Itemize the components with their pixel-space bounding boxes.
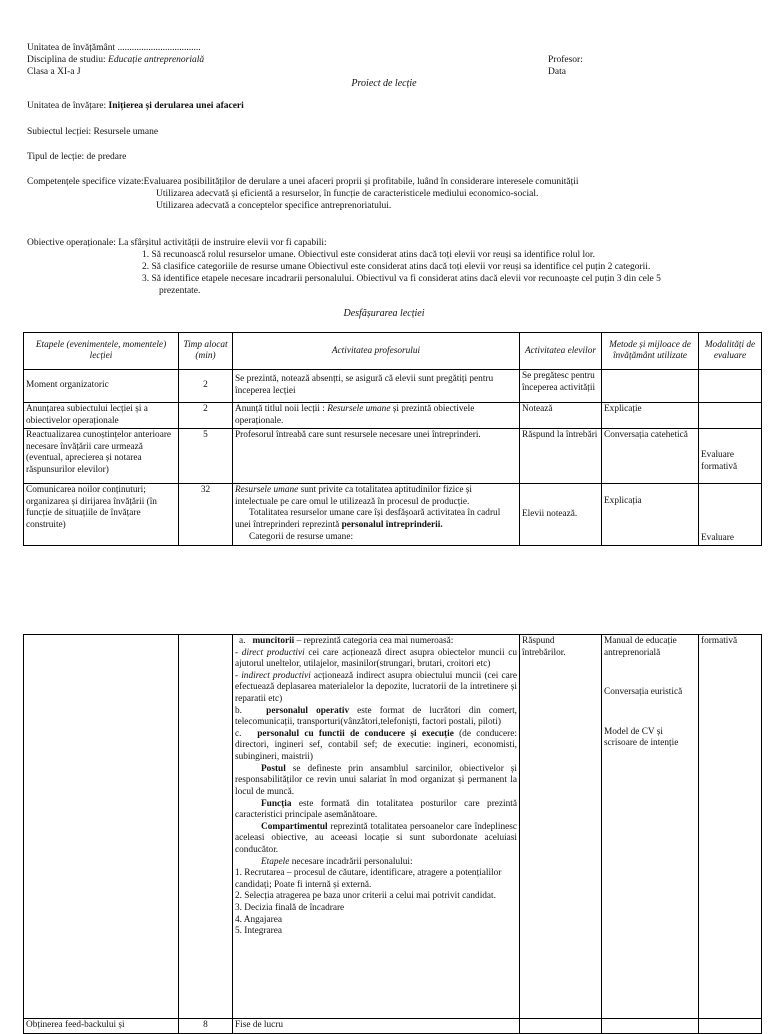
- cell-teacher: Resursele umane sunt privite ca totalitatea aptitudinilor fizice și intelectuale pe care omul le utilizează în procesul de producție. Totalitatea resurselor umane care își desfășoară activitatea în cadrul unei întreprinderi reprezintă personalul întreprinderii. Categorii de resurse umane:: [233, 484, 520, 546]
- cell-evaluation: [699, 1019, 762, 1034]
- cell-evaluation: formativă: [699, 635, 762, 1019]
- date-label: Data: [548, 67, 566, 77]
- lesson-table: [23, 332, 762, 546]
- list-item: 1. Recrutarea – procesul de căutare, identificare, atragere a potențialilor candidați; Poate fi internă și externă.: [235, 868, 502, 890]
- cell-methods: Explicația: [602, 484, 699, 546]
- cell-time: 2: [179, 370, 233, 403]
- cell-teacher: Profesorul întreabă care sunt resursele necesare unei întreprinderi.: [233, 429, 520, 484]
- cell-stage: Reactualizarea cunoștințelor anterioare necesare învățării care urmează (eventual, aprecierea și notarea răspunsurilor elevilor): [24, 429, 179, 484]
- cell-students: Răspund întrebărilor.: [520, 635, 602, 1019]
- cell-time: [179, 635, 233, 1019]
- cell-evaluation: [699, 403, 762, 429]
- cell-methods: Conversația catehetică: [602, 429, 699, 484]
- cell-time: 32: [179, 484, 233, 546]
- table-row: [24, 403, 762, 429]
- competences-line3: Utilizarea adecvată a conceptelor specifice antreprenoriatului.: [156, 201, 392, 211]
- lesson-type: Tipul de lecție: de predare: [27, 152, 127, 162]
- discipline: Disciplina de studiu: Educație antreprenorială: [27, 55, 205, 65]
- table-row: [24, 429, 762, 484]
- table-header-row: [24, 333, 762, 370]
- table-row: [24, 484, 762, 546]
- section-title: Desfășurarea lecției: [343, 308, 425, 319]
- cell-evaluation: Evaluare formativă: [699, 429, 762, 484]
- list-item: 3. Decizia finală de încadrare: [235, 903, 345, 914]
- cell-time: 8: [179, 1019, 233, 1034]
- competences-line2: Utilizarea adecvată și eficientă a resurselor, în funcție de caracteristicele mediului economico-social.: [156, 189, 539, 199]
- cell-students: Notează: [520, 403, 602, 429]
- table-row: [24, 635, 762, 1019]
- col-header-methods: Metode și mijloace de învățământ utilizate: [602, 333, 699, 370]
- class-label: Clasa a XI-a J: [27, 67, 81, 77]
- col-header-students: Activitatea elevilor: [520, 333, 602, 370]
- cell-evaluation: [699, 370, 762, 403]
- cell-stage: [24, 635, 179, 1019]
- list-item: 4. Angajarea: [235, 914, 282, 925]
- cell-students: Se pregătesc pentru începerea activității: [520, 370, 602, 403]
- objective-item: 2. Să clasifice categoriile de resurse umane Obiectivul este considerat atins dacă toți elevii vor reuși sa identifice cel puțin 2 categorii.: [142, 262, 651, 272]
- cell-evaluation: Evaluare: [699, 484, 762, 546]
- col-header-teacher: Activitatea profesorului: [233, 333, 520, 370]
- cell-stage: Moment organizatoric: [24, 370, 179, 403]
- cell-time: 2: [179, 403, 233, 429]
- cell-teacher: Fise de lucru: [233, 1019, 520, 1034]
- cell-methods: Explicație: [602, 403, 699, 429]
- list-item: 5. Integrarea: [235, 926, 282, 937]
- cell-stage: Obținerea feed-backului și: [24, 1019, 179, 1034]
- col-header-evaluation: Modalități de evaluare: [699, 333, 762, 370]
- col-header-time: Timp alocat (min): [179, 333, 233, 370]
- lesson-table-continued: [23, 634, 762, 1034]
- page-title: Proiect de lecție: [351, 78, 417, 89]
- cell-stage: Comunicarea noilor conținuturi; organizarea și dirijarea învățării (în funcție de situațiile de învățare construite): [24, 484, 179, 546]
- professor-label: Profesor:: [548, 55, 583, 65]
- cell-time: 5: [179, 429, 233, 484]
- table-row: [24, 1019, 762, 1034]
- competences-line1: Competențele specifice vizate:Evaluarea posibilităților de derulare a unei afaceri proprii și profitabile, luând în considerare interesele comunității: [27, 177, 579, 187]
- cell-teacher: Se prezintă, notează absențti, se asigură că elevii sunt pregătiți pentru începerea lecției: [233, 370, 520, 403]
- cell-students: Elevii notează.: [520, 484, 602, 546]
- cell-teacher: a. muncitorii – reprezintă categoria cea mai numeroasă: - direct productivi cei care acționează direct asupra obiectelor muncii cu ajutorul uneltelor, utilajelor, masinilor(strungari, brutari, croitori etc) - indirect productivi acționează indirect asupra obiectului muncii (cei care efectuează deplasarea materialelor la depozite, lucratorii de la intretinere și reparatii etc) b. personalul operativ este format de lucrători din comert, telecomunicații, transporturi(vânzători,telefoniști, factori postali, piloti) c. personalul cu functii de conducere și execuție (de conducere: directori, ingineri sef, contabil sef; de executie: ingineri, economisti, subingineri, maistrii) Postul se defineste prin ansamblul sarcinilor, obiectivelor și responsabilităților ce revin unui salariat în mod organizat și permanent la locul de muncă. Funcția este formată din totalitatea posturilor care prezintă caracteristici principale asemănătoare. Compartimentul reprezintă totalitatea persoanelor care îndeplinesc aceleasi obiective, au aceeasi locație si sunt subordonate aceluiasi conducător. Etapele necesare incadrării personalului: 1. Recrutarea – procesul de căutare, identificare, atragere a potențialilor candidați; Poate fi internă și externă. 2. Selecția atragerea pe baza unor criterii a celui mai potrivit candidat. 3. Decizia finală de încadrare 4. Angajarea 5. Integrarea: [233, 635, 520, 1019]
- cell-methods: [602, 1019, 699, 1034]
- col-header-stages: Etapele (evenimentele, momentele) lecției: [24, 333, 179, 370]
- list-item: 2. Selecția atragerea pe baza unor criterii a celui mai potrivit candidat.: [235, 891, 496, 902]
- cell-students: Răspund la întrebări: [520, 429, 602, 484]
- cell-methods: Manual de educație antreprenorială Conversația euristică Model de CV și scrisoare de intenție: [602, 635, 699, 1019]
- objective-item: 3. Să identifice etapele necesare incadrarii personalului. Obiectivul va fi considerat atins dacă elevii vor recunoaște cel puțin 3 din cele 5: [142, 274, 661, 284]
- objectives-intro: Obiective operaționale: La sfârșitul activității de instruire elevii vor fi capabili:: [27, 238, 327, 248]
- cell-stage: Anunțarea subiectului lecției și a obiectivelor operaționale: [24, 403, 179, 429]
- learning-unit: Unitatea de învățare: Inițierea și derularea unei afaceri: [27, 101, 244, 111]
- school-unit: Unitatea de învățământ ...................................: [27, 43, 201, 53]
- objective-item-cont: prezentate.: [159, 286, 201, 296]
- cell-methods: [602, 370, 699, 403]
- lesson-subject: Subiectul lecției: Resursele umane: [27, 127, 159, 137]
- objective-item: 1. Să recunoască rolul resurselor umane. Obiectivul este considerat atins dacă toți elevii vor reuși sa identifice rolul lor.: [142, 250, 595, 260]
- cell-teacher: Anunță titlul noii lecții : Resursele umane și prezintă obiectivele operaționale.: [233, 403, 520, 429]
- table-row: [24, 370, 762, 403]
- cell-students: [520, 1019, 602, 1034]
